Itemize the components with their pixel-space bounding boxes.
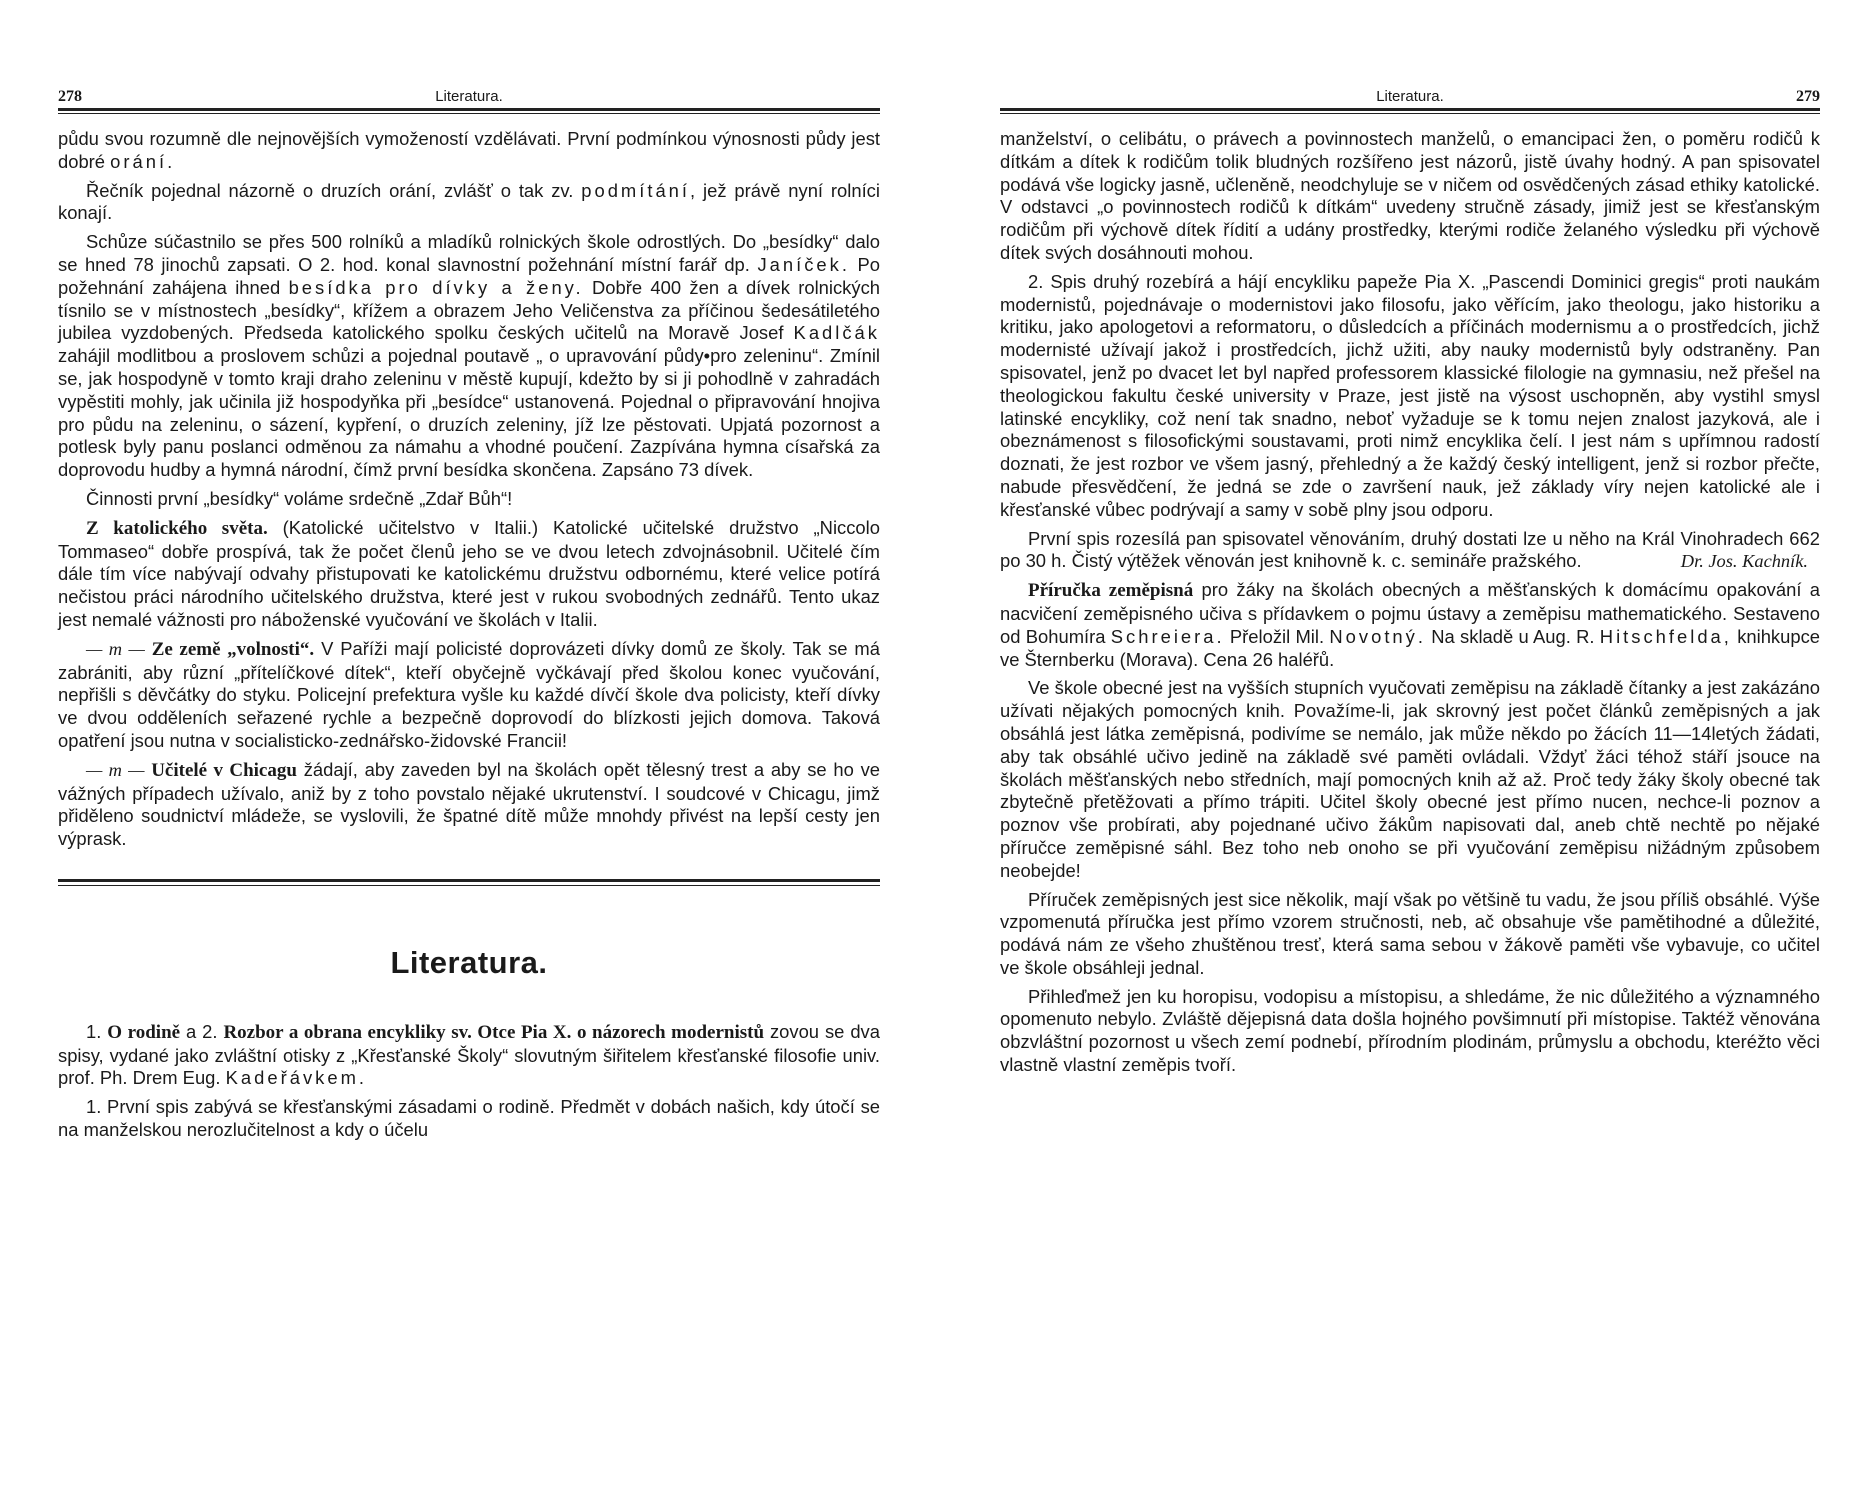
paragraph: Ve škole obecné jest na vyšších stupních vyučovati zeměpisu na základě čítanky a jest zakázáno užívati nějakých pomocných knih. Považíme-li, jak skrovný jest počet článků zeměpisných a jak obsáhlá jest látka zeměpisná, podivíme se nemálo, jak může někdo po žácích 11—14letých žádati, aby tak obsáhlé učivo jedině na základě své paměti ovládali. Vždyť žáci téhož stáří jsouce na školách měšťanských nebo středních, mají pomocných knih až až. Proč tedy žáky školy obecné tak zbytečně přetěžovati a přímo trápiti. Učitel školy obecné jest přímo nucen, nechce-li poznov a poznov vše probírati, aby pojednané učivo žákům napisovati dal, aneb chtě nechtě po nějaké příručce zeměpisné sáhl. Bez toho neb onoho se při vyučování zeměpisu nižádným způsobem neobejde! (1000, 677, 1820, 881)
text: žádají, aby zaveden byl na školách opět tělesný trest a aby se ho ve vážných případech užívalo, aniž by z toho povstalo nějaké ukrutenství. I soudcové v Chicagu, jimž přiděleno soudnictví mládeže, se vyslovili, že špatné dítě může mnohdy přivést na lepší cesty jen výprask. (58, 758, 880, 850)
right-page (1000, 0, 1820, 1500)
spaced-name: Novotný. (1329, 625, 1426, 647)
author-sign: — m — (86, 759, 145, 780)
spaced-text: podmítání (581, 179, 691, 201)
text: 1. (86, 1020, 102, 1042)
header-rule (1000, 108, 1820, 111)
author-sign: — m — (86, 638, 145, 659)
paragraph: Příruček zeměpisných jest sice několik, mají však po většině tu vadu, že jsou příliš obsáhlé. Výše vzpomenutá příručka jest přímo vzorem stručnosti, neb, ač obsahuje vše pamětihodné a důležité, podává nám ze všeho zhuštěnou tresť, která sama sebou v žákově paměti vše vybavuje, co učitel ve škole obsáhleji jednal. (1000, 888, 1820, 978)
spaced-name: Hitschfelda, (1599, 625, 1732, 647)
right-page-header (1000, 82, 1820, 122)
paragraph (58, 231, 880, 482)
paragraph (1000, 528, 1820, 574)
spaced-name: Kadlčák (793, 322, 880, 344)
header-rule (58, 108, 880, 111)
text: Schůze súčastnilo se přes 500 rolníků a mladíků rolnických škole odrostlých. Do „besídky“ dalo se hned 78 jinochů zapsati. O 2. hod. konal slavnostní požehnání místní farář dp. (58, 231, 880, 275)
text: zovou se dva spisy, vydané jako zvláštní otisky z „Křesťanské Školy“ slovutným šiřitelem křesťanské filosofie univ. prof. Ph. Drem Eug. (58, 1020, 880, 1089)
paragraph: manželství, o celibátu, o právech a povinnostech manželů, o emancipaci žen, o poměru rodičů k dítkám a dítek k rodičům tolik bludných rozšířeno jest názorů, jistě úvahy hodný. A pan spisovatel podává vše logicky jasně, učleněně, neodchyluje se v ničem od osvědčených zásad ethiky katolické. V odstavci „o povinnostech rodičů k dítkám“ uvedeny stručně zásady, jimiž jest se křesťanským rodičům při výchově dítek řídití a udány prostředky, kterými rodiče želaného výsledku při výchově dítek svých dosáhnouti mohou. (1000, 128, 1820, 263)
text: , jež právě nyní rolníci konají. (58, 179, 880, 224)
text: Řečník pojednal názorně o druzích orání, zvlášť o tak zv. (86, 179, 574, 201)
paragraph: Činnosti první „besídky“ voláme srdečně „Zdař Bůh“! (86, 487, 513, 509)
section-divider-thin (58, 885, 880, 886)
spaced-name: Janíček. (757, 253, 850, 275)
article-heading: Učitelé v Chicagu (151, 759, 297, 781)
paragraph (58, 759, 880, 851)
running-head-right: Literatura. (1376, 88, 1444, 105)
spaced-name: Schreiera. (1110, 625, 1225, 647)
spaced-text: besídka pro dívky a ženy. (288, 276, 584, 298)
left-page-body (58, 128, 880, 1142)
book-title: Rozbor a obrana encykliky sv. Otce Pia X. o názorech modernistů (223, 1021, 765, 1043)
spaced-name: Kadeřávkem. (225, 1067, 368, 1089)
text: První spis rozesílá pan spisovatel věnováním, druhý dostati lze u něho na Král Vinohradech 662 po 30 h. Čistý výtěžek věnován jest knihovně k. c. semináře pražského. (1000, 527, 1820, 572)
left-page-header (58, 82, 880, 122)
text: Přeložil Mil. (1229, 625, 1325, 647)
text: Dobře 400 žen a dívek rolnických tísnilo se v místnostech „besídky“, křížem a obrazem Jeho Veličenstva za příčinou šedesátiletého jubilea vyzdobených. Předseda katolického spolku českých učitelů na Moravě Josef (58, 276, 880, 344)
paragraph: Přihleďmež jen ku horopisu, vodopisu a místopisu, a shledáme, že nic důležitého a významného opomenuto nebylo. Zvláště dějepisná data došla hojného povšimnutí při místopise. Taktéž věnována obzvláštní pozornost u všech zemí podnebí, přírodním plodinám, průmyslu a obchodu, kteréžto věci vlastně vlastní zeměpis tvoří. (1000, 985, 1820, 1076)
header-rule-thin (1000, 113, 1820, 114)
text: knihkupce ve Šternberku (Morava). Cena 26 haléřů. (1000, 625, 1820, 670)
paragraph (58, 638, 880, 753)
text: (Katolické učitelstvo v Italii.) Katolické učitelské družstvo „Niccolo Tommaseo“ dobře prospívá, tak že počet členů jeho se ve dvou letech zdvojnásobnil. Učitelé čím dále tím více nabývají odvahy přistupovati ke katolickému družstvu odbornému, které velice potírá nečistou práci národního učitelského družstva, které jest v rukou svobodných zednářů. Tento ukaz jest nemalé vážnosti pro náboženské vyučování ve školách v Italii. (58, 516, 880, 630)
book-title: O rodině (107, 1021, 181, 1043)
page-number-left: 278 (58, 88, 82, 105)
article-heading: Z katolického světa. (86, 517, 268, 539)
left-page (58, 0, 880, 1500)
book-title: Příručka zeměpisná (1028, 580, 1194, 602)
section-title: Literatura. (390, 944, 548, 980)
paragraph (58, 128, 880, 174)
review-signature: Dr. Jos. Kachník. (1680, 551, 1808, 572)
header-rule-thin (58, 113, 880, 114)
article-heading: Ze země „volnosti“. (151, 638, 315, 660)
paragraph (58, 1021, 880, 1090)
running-head-left: Literatura. (435, 88, 503, 105)
text: a 2. (186, 1020, 218, 1042)
paragraph: 1. První spis zabývá se křesťanskými zásadami o rodině. Předmět v dobách našich, kdy útočí se na manželskou nerozlučitelnost a kdy o účelu (58, 1096, 880, 1140)
text: Na skladě u Aug. R. (1431, 625, 1595, 647)
page-number-right: 279 (1796, 88, 1820, 105)
right-page-body (1000, 128, 1820, 1077)
text: pro žáky na školách obecných a měšťanských k domácímu opakování a nacvičení zeměpisného učiva s přídavkem o pojmu ústavy a zeměpisu mathematického. Sestaveno od Bohumíra (1000, 579, 1820, 647)
text: půdu svou rozumně dle nejnovějších vymožeností vzdělávati. První podmínkou výnosnosti půdy jest dobré (58, 128, 880, 172)
spaced-text: orání. (110, 150, 176, 172)
paragraph (58, 180, 880, 226)
paragraph (58, 517, 880, 632)
paragraph (1000, 579, 1820, 671)
text: zahájil modlitbou a proslovem schůzi a pojednal poutavě „ o upravování půdy•pro zeleninu“. Zmínil se, jak hospodyně v tomto kraji draho zeleninu v městě kupují, kdežto by si ji pohodlně v zahradách vypěstiti mohly, jak učinila již hospodyňka při „besídce“ ustanovená. Pojednal o připravování hnojiva pro půdu na zeleninu, o sázení, kypření, o druzích zeleniny, jíž lze pěstovati. Upjatá pozornost a potlesk byly panu poslanci odměnou za námahu a vhodné poučení. Zazpívána hymna císařská za doprovodu hudby a hymná národní, čímž první besídka skončena. Zapsáno 73 dívek. (58, 345, 880, 481)
paragraph: 2. Spis druhý rozebírá a hájí encykliku papeže Pia X. „Pascendi Dominici gregis“ proti naukám modernistů, pojednávaje o modernistovi jako filosofu, jako věřícím, jako theologu, jako historiku a kritiku, jako apologetovi a reformatoru, o důsledcích a příčinách modernismu a o prostředcích, jichž modernisté užívají jakož i prostředcích, jichž užiti, aby nauky modernistů byly odstraněny. Pan spisovatel, jenž po dvacet let byl napřed professorem klassické filologie na gymnasiu, než přešel na theologickou fakultu české university v Praze, jest jistě na výsost uschopněn, aby vystihl smysl latinské encykliky, což není tak snadno, neboť vyžaduje se k tomu nejen znalost jazyková, ale i obeznámenost s filosofickými soustavami, proti nimž encyklika čelí. I jest nám s upřímnou radostí doznati, že jest rozbor ve všem jasný, přehledný a že každý český intelligent, jenž si rozbor přečte, nabude přesvědčení, že jedná se zde o završení nauk, jež základy víry nejen katolické ale i křesťanské vůbec podrývají a samy v sobě plny jsou odporu. (1000, 270, 1820, 520)
text: Po požehnání zahájena ihned (58, 253, 880, 298)
section-divider (58, 879, 880, 882)
text: V Paříži mají policisté doprovázeti dívky domů ze školy. Tak se má zabrániti, aby různí „přítelíčkové dítek“, kteří obyčejně vyčkávají před školou konec vyučování, nepřišli s děvčátky do styku. Policejní prefektura vyšle ku každé dívčí škole dva policisty, kteří dívky ve dvou odděleních seřazené rychle a bezpečně doprovodí do blízkosti jejich domova. Taková opatření jsou nutna v socialisticko-zednářsko-židovské Francii! (58, 637, 880, 751)
